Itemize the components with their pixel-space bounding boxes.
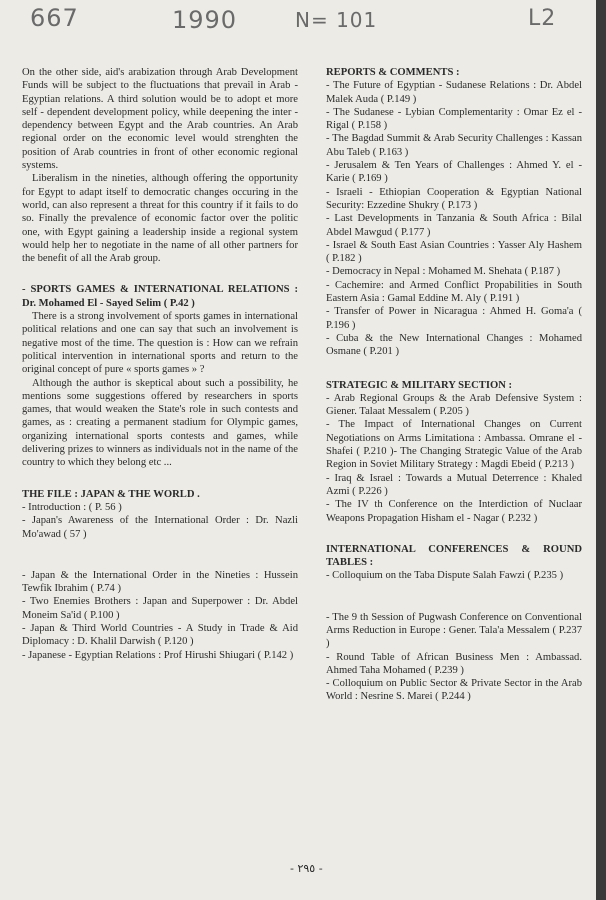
handwritten-number: 667 [30, 4, 79, 32]
paragraph: On the other side, aid's arabization through Arab Development Funds will be subject to the fluctuations that prevail in Arab - Egyptian relations. A third solution would be to adopt et more self - dependent development policy, while deepening the inter - dependency between Egypt and the Arab countries. An Arab regional order on the economic level would strenghten the position of Arab countries in front of other economic regional systems. [22, 67, 298, 172]
list-item: - Colloquium on Public Sector & Private Sector in the Arab World : Nesrine S. Marei ( P.244 ) [326, 678, 582, 703]
list-item: - Last Developments in Tanzania & South Africa : Bilal Abdel Mawgud ( P.177 ) [326, 213, 582, 238]
list-item: - Jerusalem & Ten Years of Challenges : Ahmed Y. el - Karie ( P.169 ) [326, 160, 582, 185]
list-item: - Iraq & Israel : Towards a Mutual Deterrence : Khaled Azmi ( P.226 ) [326, 472, 582, 497]
list-item: - The Bagdad Summit & Arab Security Challenges : Kassan Abu Taleb ( P.163 ) [326, 133, 582, 158]
list-item: - Transfer of Power in Nicaragua : Ahmed H. Goma'a ( P.196 ) [326, 306, 582, 331]
section-heading-file: THE FILE : JAPAN & THE WORLD . [22, 488, 200, 500]
list-item: - Democracy in Nepal : Mohamed M. Shehata ( P.187 ) [326, 266, 561, 278]
list-item: - Arab Regional Groups & the Arab Defensive System : Giener. Talaat Messalem ( P.205 ) [326, 392, 582, 418]
page-number: - ٢٩٥ - [290, 862, 323, 875]
paragraph: Although the author is skeptical about such a possibility, he mentions some suggestions offered by researchers in sports games, that would weaken the State's role in such contests and games, as : creating a permanent stadium for Olympic games, organizing international sports contests and games, while delivering prizes to winners as individuals not in the name of the country to which they belong etc ... [22, 377, 298, 469]
list-item: - Israeli - Ethiopian Cooperation & Egyptian National Security: Ezzedine Shukry ( P.173 ) [326, 186, 582, 211]
list-item: - Japan & the International Order in the Nineties : Hussein Tewfik Ibrahim ( P.74 ) [22, 569, 298, 595]
binding-shadow [596, 0, 606, 900]
right-column [326, 66, 582, 704]
left-column [22, 66, 298, 662]
list-item: - Japanese - Egyptian Relations : Prof Hirushi Shiugari ( P.142 ) [22, 649, 294, 661]
list-item: - The Impact of International Changes on Current Negotiations on Arms Limitationa : Ambassa. Omrane el - Shafei ( P.210 )- The Changing Strategic Value of the Arab Region in Soviet Military Strategy : Magdi Ebeid ( P.213 ) [326, 419, 582, 471]
list-item: - The 9 th Session of Pugwash Conference on Conventional Arms Reduction in Europe : Gener. Tala'a Messalem ( P.237 ) [326, 611, 582, 650]
section-heading-reports: REPORTS & COMMENTS : [326, 67, 460, 78]
list-item: - The Sudanese - Lybian Complementarity : Omar Ez el - Rigal ( P.158 ) [326, 106, 582, 132]
handwritten-issue: N= 101 [295, 8, 378, 32]
list-item: - The IV th Conference on the Interdiction of Nuclaar Weapons Propagation Hisham el - Nagar ( P.232 ) [326, 499, 582, 524]
paragraph: There is a strong involvement of sports games in international political relations and one can say that such an involvement is negative most of the time. The question is : How can we refrain political intervention in international sports and return to the original concept of pure « sports games » ? [22, 311, 298, 376]
paragraph: Liberalism in the nineties, although offering the opportunity for Egypt to adapt itself to democratic changes occuring in the world, can also represent a threat for this country if it fails to do so. Finally the prevalence of economic factor over the politic one, with Egypt gaining a leadership inside a regional system would help her to negotiate in the name of all other partners for the benefit of all the Arab group. [22, 173, 298, 265]
list-item: - Israel & South East Asian Countries : Yasser Aly Hashem ( P.182 ) [326, 239, 582, 265]
list-item: - Introduction : ( P. 56 ) [22, 501, 122, 513]
list-item: - Cachemire: and Armed Conflict Propabilities in South Eastern Asia : Gamal Eddine M. Aly ( P.191 ) [326, 279, 582, 305]
list-item: - Colloquium on the Taba Dispute Salah Fawzi ( P.235 ) [326, 570, 564, 582]
list-item: - The Future of Egyptian - Sudanese Relations : Dr. Abdel Malek Auda ( P.149 ) [326, 80, 582, 105]
list-item: - Round Table of African Business Men : Ambassad. Ahmed Taha Mohamed ( P.239 ) [326, 651, 582, 676]
handwritten-year: 1990 [172, 6, 238, 34]
section-heading-sports: - SPORTS GAMES & INTERNATIONAL RELATIONS : Dr. Mohamed El - Sayed Selim ( P.42 ) [22, 284, 298, 309]
list-item: - Two Enemies Brothers : Japan and Superpower : Dr. Abdel Moneim Sa'id ( P.100 ) [22, 596, 298, 621]
list-item: - Japan & Third World Countries - A Study in Trade & Aid Diplomacy : D. Khalil Darwish ( P.120 ) [22, 622, 298, 648]
list-item: - Japan's Awareness of the International Order : Dr. Nazli Mo'awad ( 57 ) [22, 515, 298, 540]
section-heading-strategic: STRATEGIC & MILITARY SECTION : [326, 379, 513, 391]
list-item: - Cuba & the New International Changes : Mohamed Osmane ( P.201 ) [326, 332, 582, 358]
section-heading-conferences: INTERNATIONAL CONFERENCES & ROUND TABLES : [326, 543, 582, 569]
handwritten-corner-mark: L2 [528, 6, 557, 31]
